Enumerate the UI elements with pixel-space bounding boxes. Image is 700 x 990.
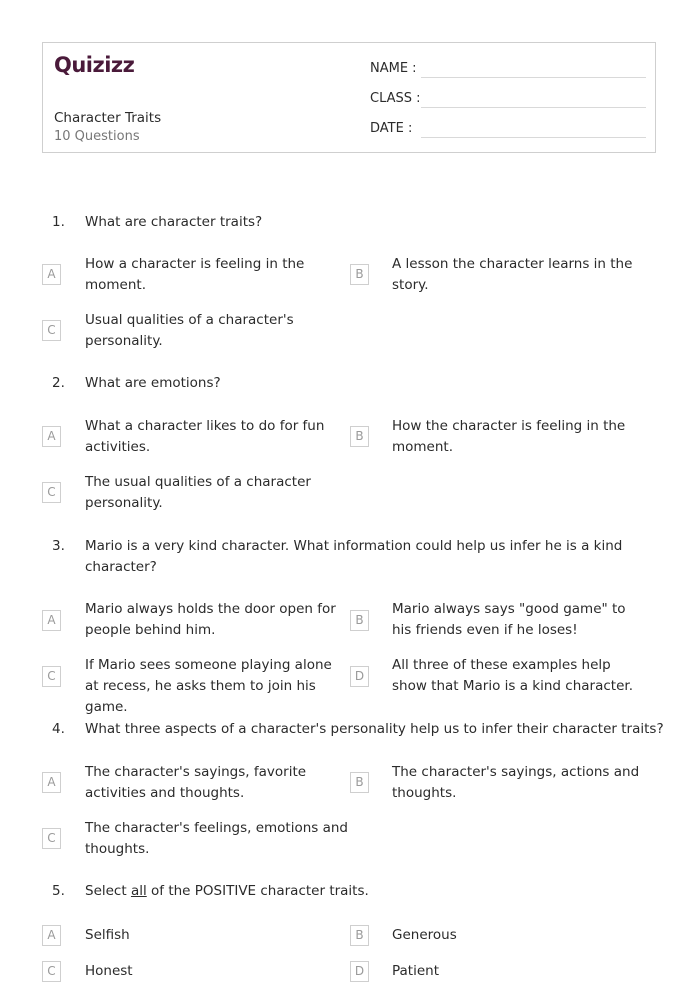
class-line — [421, 107, 646, 108]
option-text: The character's feelings, emotions and thoughts. — [85, 820, 348, 857]
question-number: 4. — [52, 721, 65, 737]
option-text: What a character likes to do for fun activities. — [85, 418, 325, 455]
date-field[interactable] — [370, 121, 646, 141]
date-label: DATE : — [370, 121, 413, 136]
option-text: Mario always holds the door open for people behind him. — [85, 601, 336, 638]
option-text: The character's sayings, favorite activities and thoughts. — [85, 764, 307, 801]
question-text-underlined: all — [130, 883, 147, 899]
option-letter-box[interactable]: A — [42, 772, 61, 793]
option-letter-box[interactable]: A — [42, 264, 61, 285]
question-text: What are character traits? — [85, 214, 263, 230]
worksheet-header — [42, 42, 656, 153]
option-letter-box[interactable]: C — [42, 320, 61, 341]
option-letter-box[interactable]: A — [42, 925, 61, 946]
option-text: How the character is feeling in the moment. — [392, 418, 626, 455]
option-text: Generous — [392, 927, 457, 943]
name-line — [421, 77, 646, 78]
option-letter-box[interactable]: B — [350, 925, 369, 946]
name-field[interactable] — [370, 61, 646, 81]
option-text: Mario always says "good game" to his friends even if he loses! — [392, 601, 626, 638]
date-line — [421, 137, 646, 138]
option-text: The character's sayings, actions and thoughts. — [392, 764, 640, 801]
option-text: The usual qualities of a character personality. — [85, 474, 311, 511]
question-text-post: of the POSITIVE character traits. — [146, 883, 369, 899]
option-text: Patient — [392, 963, 440, 979]
option-text: If Mario sees someone playing alone at recess, he asks them to join his game. — [85, 657, 332, 715]
option-letter-box[interactable]: C — [42, 666, 61, 687]
option-text: Honest — [85, 963, 133, 979]
question-number: 3. — [52, 538, 65, 554]
question-number: 2. — [52, 375, 65, 391]
option-text: All three of these examples help show that Mario is a kind character. — [392, 657, 633, 694]
question-number: 5. — [52, 883, 65, 899]
option-text: How a character is feeling in the moment. — [85, 256, 305, 293]
quizizz-logo: Quizizz — [54, 53, 135, 77]
option-letter-box[interactable]: A — [42, 426, 61, 447]
option-letter-box[interactable]: D — [350, 961, 369, 982]
question-text: Mario is a very kind character. What information could help us infer he is a kind character? — [85, 538, 623, 575]
option-letter-box[interactable]: B — [350, 264, 369, 285]
option-letter-box[interactable]: C — [42, 482, 61, 503]
name-label: NAME : — [370, 61, 417, 76]
option-text: Usual qualities of a character's personality. — [85, 312, 294, 349]
option-letter-box[interactable]: D — [350, 666, 369, 687]
class-label: CLASS : — [370, 91, 421, 106]
option-letter-box[interactable]: C — [42, 961, 61, 982]
option-text: Selfish — [85, 927, 130, 943]
option-text: A lesson the character learns in the story. — [392, 256, 633, 293]
question-count: 10 Questions — [54, 129, 140, 144]
option-letter-box[interactable]: B — [350, 772, 369, 793]
question-text-pre: Select — [85, 883, 131, 899]
class-field[interactable] — [370, 91, 646, 111]
question-text: What are emotions? — [85, 375, 221, 391]
question-text: What three aspects of a character's personality help us to infer their character traits? — [85, 721, 664, 737]
option-letter-box[interactable]: A — [42, 610, 61, 631]
option-letter-box[interactable]: B — [350, 610, 369, 631]
option-letter-box[interactable]: C — [42, 828, 61, 849]
worksheet-title: Character Traits — [54, 110, 162, 126]
option-letter-box[interactable]: B — [350, 426, 369, 447]
question-number: 1. — [52, 214, 65, 230]
question-text — [85, 881, 645, 902]
